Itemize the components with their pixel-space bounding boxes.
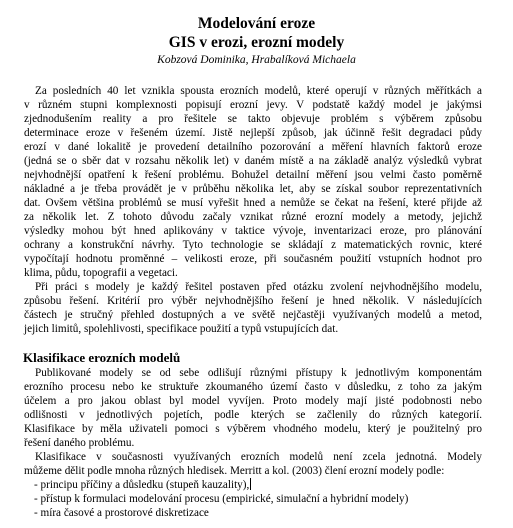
paragraph-1-line: dat. Ovšem většina problémů se musí vyřešit hned a nemůže se čekat na řešení, které přijde až — [24, 197, 482, 209]
paragraph-1-line: vypočítají hodnotu proměnné – velikosti eroze, při současném použití vstupních hodnot pro — [24, 253, 482, 265]
paragraph-1-line: za několik let. Z tohoto důvodu začaly vznikat různé erozní modely a metody, jejichž — [24, 211, 482, 223]
paragraph-4-line: Klasifikace v současnosti využívaných erozních modelů není zcela jednotná. Modely — [35, 451, 482, 463]
paragraph-1-line: determinace eroze v řešeném území. Jistě nejlepší způsob, jak účinně řešit degradaci půdy — [24, 127, 482, 139]
paragraph-2-line: jejich limitů, spolehlivosti, specifikace použití a typů vstupujících dat. — [24, 323, 339, 335]
document-title: Modelování eroze — [197, 15, 316, 32]
paragraph-1-line: ochrany a konstrukční návrhy. Tyto technologie se skládají z matematických rovnic, které — [24, 239, 482, 251]
paragraph-3-line: řešení daného problému. — [24, 437, 135, 449]
paragraph-1-line: erozí v dané lokalitě je provedení detailního pozorování a měření hlavních faktorů eroze — [24, 141, 482, 153]
paragraph-2-line: způsobu řešení. Kritérií pro výběr nejvhodnějšího řešení je hned několik. V následujících — [24, 295, 482, 307]
list-item: - míra časové a prostorové diskretizace — [34, 507, 209, 519]
paragraph-2-line: částech je stručný přehled dostupných a ve světě nejčastěji využívaných modelů a metod, — [24, 309, 482, 321]
authors-line: Kobzová Dominika, Hrabalíková Michaela — [157, 54, 356, 66]
paragraph-1-line: v různém stupni komplexnosti popisují erozní jevy. V podstatě každý model je jakýmsi — [24, 99, 482, 111]
paragraph-1-line: Za posledních 40 let vznikla spousta erozních modelů, které operují v různých měřítkách a — [35, 85, 482, 97]
paragraph-3-line: účelem a pro jakou oblast byl model vyvíjen. Proto modely mají jisté podobnosti nebo — [24, 395, 482, 407]
paragraph-1-line: výsledky mohou být hned aplikovány v taktice vývoje, inventarizaci eroze, pro plánování — [24, 225, 482, 237]
section-heading: Klasifikace erozních modelů — [23, 350, 181, 365]
paragraph-1-line: zjednodušením reality a pro řešitele se takto objevuje problém s výběrem způsobu — [24, 113, 482, 125]
paragraph-1-line: nákladné a je třeba provádět je v průběhu několika let, aby se získal soubor reprezentativních — [24, 183, 482, 195]
paragraph-1-line: (jedná se o sběr dat v rozsahu několik let) v daném místě a na základě analýz výsledků vybrat — [24, 155, 482, 167]
paragraph-1-line: nejvhodnější opatření k řešení problému. Bohužel detailní měření jsou velmi často poměrně — [24, 169, 482, 181]
document-subtitle: GIS v erozi, erozní modely — [168, 34, 345, 51]
text-cursor[interactable] — [250, 478, 251, 490]
paragraph-4-line: můžeme dělit podle mnoha různých hledisek. Merritt a kol. (2003) člení erozní modely podle: — [24, 465, 445, 477]
paragraph-3-line: Klasifikace by měla uživateli pomoci s výběrem vhodného modelu, který je použitelný pro — [24, 423, 482, 435]
paragraph-3-line: Publikované modely se od sebe odlišují různými přístupy k jednotlivým komponentám — [35, 367, 482, 379]
paragraph-2-line: Při práci s modely je každý řešitel postaven před otázku zvolení nejvhodnějšího modelu, — [35, 281, 482, 293]
list-item-text: - principu příčiny a důsledku (stupeň kauzality), — [34, 479, 250, 491]
paragraph-3-line: odlišnosti v jednotlivých pojetích, podle kterých se začlenily do různých kategorií. — [24, 409, 482, 421]
paragraph-1-line: klima, půdu, topografii a vegetaci. — [24, 267, 178, 279]
list-item — [34, 478, 492, 492]
list-item: - přístup k formulaci modelování procesu (empirické, simulační a hybridní modely) — [34, 493, 409, 505]
paragraph-3-line: erozního procesu nebo ke struktuře zkoumaného území často v důsledku, z toho za jakým — [24, 381, 482, 393]
